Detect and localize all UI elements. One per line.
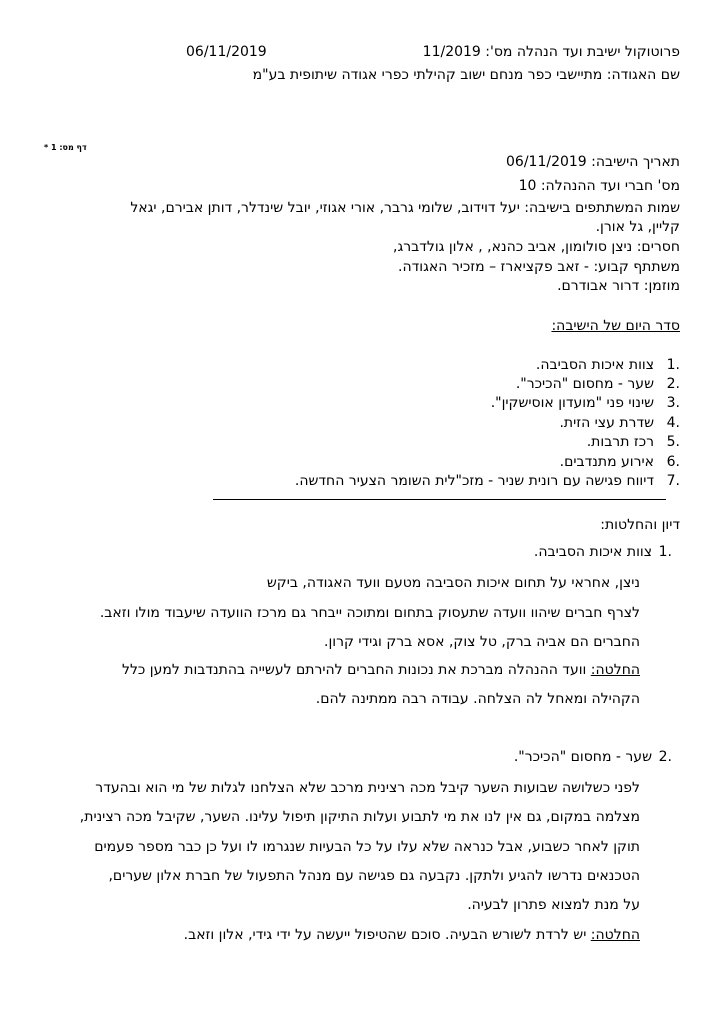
- agenda-item: צוות איכות הסביבה.: [535, 357, 654, 373]
- header-date: 06/11/2019: [186, 44, 267, 60]
- decision-text: וועד ההנהלה מברכת את נכונות החברים להירתם לעשייה בהתנדבות למען כלל: [122, 662, 591, 678]
- section-text-line: תוקן לאחר כשבוע, אבל כנראה שלא עלו על כל הבעיות שנגרמו לו ועל כן כבר מספר פעמים: [94, 839, 640, 855]
- section-text-line: לצרף חברים שיהוו וועדה שתעסוק בתחום ומתוכה ייבחר גם מרכז הוועדה שיעבוד מולו וזאב.: [99, 605, 640, 621]
- decision-text: יש לרדת לשורש הבעיה. סוכם שהטיפול ייעשה על ידי גידי, אלון וזאב.: [183, 927, 591, 943]
- decision-line: [184, 926, 640, 945]
- section-text-line: לפני כשלושה שבועות השער קיבל מכה רצינית מרכב שלא הצלחנו לגלות של מי הוא ובהעדר: [95, 780, 640, 796]
- separator-line: [213, 499, 666, 500]
- agenda-number: 5.: [666, 434, 680, 450]
- agenda-item: שינוי פני "מועדון אוסישקין".: [490, 395, 654, 411]
- decision-label: החלטה:: [590, 927, 640, 943]
- agenda-item: שער - מחסום "הכיכר".: [515, 376, 654, 392]
- agenda-number: 2.: [666, 376, 680, 392]
- decision-line: הקהילה ומאחל לה הצלחה. עבודה רבה ממתינה להם.: [315, 691, 640, 707]
- agenda-item: שדרת עצי הזית.: [559, 415, 654, 431]
- section-text-line: על מנת למצוא פתרון לבעיה.: [467, 897, 640, 913]
- section-text-line: מצלמה במקום, גם אין לנו את מי לתבוע ועלות התיקון תיפול עלינו. השער, שקיבל מכה רצינית,: [79, 809, 640, 825]
- agenda-number: 3.: [666, 395, 680, 411]
- agenda-item: רכז תרבות.: [586, 434, 654, 450]
- agenda-number: 7.: [666, 473, 680, 489]
- section-heading: שער - מחסום "הכיכר".: [513, 749, 652, 765]
- decision-line: [122, 661, 640, 680]
- agenda-number: 6.: [666, 454, 680, 470]
- members-count: מס' חברי ועד ההנהלה: 10: [518, 178, 680, 194]
- agenda-item: דיווח פגישה עם רונית שניר - מזכ"לית השומר הצעיר החדשה.: [294, 473, 654, 489]
- participants-line-1: שמות המשתתפים בישיבה: יעל דוידוב, שלומי גרבר, אורי אגוזי, יובל שינדלר, דותן אבירם, יגאל: [130, 200, 680, 216]
- section-text-line: הטכנאים נדרשו להגיע ולתקן. נקבעה גם פגישה עם מנהל התפעול של חברת אלון שערים,: [108, 868, 640, 884]
- participants-line-2: קליין, גל אורן.: [595, 219, 680, 235]
- page-number: דף מס: 1 *: [44, 143, 87, 152]
- agenda-number: 4.: [666, 415, 680, 431]
- absent-members: חסרים: ניצן סולומון, אביב כהנא, , אלון גולדברג,: [393, 239, 680, 255]
- section-text-line: ניצן, אחראי על תחום איכות הסביבה מטעם וועד האגודה, ביקש: [266, 575, 640, 591]
- meeting-date: תאריך הישיבה: 06/11/2019: [506, 154, 680, 170]
- association-name: שם האגודה: מתיישבי כפר מנחם ישוב קהילתי כפרי אגודה שיתופית בע"מ: [252, 67, 680, 83]
- agenda-title: סדר היום של הישיבה:: [551, 318, 680, 334]
- invited-guest: מוזמן: דרור אבודרם.: [557, 278, 680, 294]
- section-heading: צוות איכות הסביבה.: [533, 544, 652, 560]
- section-number: 1.: [658, 544, 672, 560]
- discussion-title: דיון והחלטות:: [600, 517, 680, 533]
- agenda-number: 1.: [666, 357, 680, 373]
- decision-label: החלטה:: [590, 662, 640, 678]
- section-text-line: החברים הם אביה ברק, טל צוק, אסא ברק וגידי קרון.: [324, 634, 640, 650]
- protocol-title: פרוטוקול ישיבת ועד הנהלה מס': 11/2019: [422, 44, 680, 60]
- agenda-item: אירוע מתנדבים.: [559, 454, 654, 470]
- permanent-participant: משתתף קבוע: - זאב פקציארז – מזכיר האגודה.: [398, 259, 680, 275]
- section-number: 2.: [658, 749, 672, 765]
